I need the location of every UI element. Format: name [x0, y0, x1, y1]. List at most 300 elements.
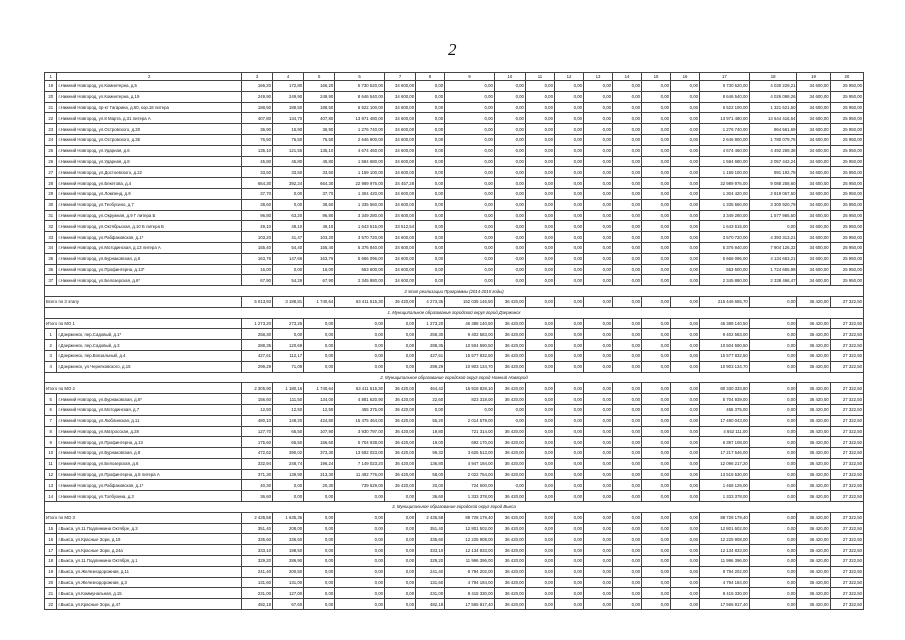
table-cell: 16,00	[304, 264, 335, 275]
table-cell: г.Нижний Новгород, ул.Бурнаковская, д.6	[57, 253, 242, 264]
total-cell: 0,00	[749, 296, 797, 307]
table-cell: 0,00	[583, 275, 612, 286]
table-cell: 991 192,78	[749, 167, 797, 178]
table-cell: 0,00	[642, 340, 671, 351]
table-row	[45, 275, 864, 286]
table-cell: 0,00	[554, 167, 583, 178]
table-cell: 248,74	[273, 458, 304, 469]
table-cell: 0,00	[554, 232, 583, 243]
table-cell: 33,50	[273, 167, 304, 178]
table-cell: 0,00	[671, 534, 700, 545]
table-row	[45, 469, 864, 480]
table-cell: 0,00	[304, 566, 335, 577]
table-cell: 0,00	[494, 178, 525, 189]
total-cell: 46 388 140,50	[700, 318, 750, 329]
table-cell: 27 322,50	[830, 577, 863, 588]
table-cell: 0,00	[613, 350, 642, 361]
table-cell: 36 420,00	[494, 469, 525, 480]
table-row	[45, 350, 864, 361]
table-cell: 175,60	[241, 437, 272, 448]
table-cell: 0,00	[583, 534, 612, 545]
table-cell: 2 345 880,00	[335, 275, 385, 286]
table-cell: 15,90	[273, 124, 304, 135]
table-cell: 0,00	[749, 556, 797, 567]
table-cell: 0,00	[671, 523, 700, 534]
resettlement-program-table	[44, 72, 864, 610]
table-cell: 0,00	[554, 415, 583, 426]
table-cell: 3 625 513,00	[445, 448, 495, 459]
table-cell: 12	[45, 469, 57, 480]
table-cell: 336,60	[273, 534, 304, 545]
table-cell: 0,00	[583, 232, 612, 243]
table-cell: 34 457,28	[385, 178, 416, 189]
total-cell: 152 035 146,50	[445, 296, 495, 307]
table-cell: г.Нижний Новгород, ул.Островского, д.35	[57, 134, 242, 145]
column-number: 17	[700, 73, 750, 81]
table-cell: 8 794 202,00	[700, 566, 750, 577]
table-cell: 1 468 129,00	[700, 480, 750, 491]
table-cell: 0,00	[525, 102, 554, 113]
table-cell: 0,00	[385, 491, 416, 502]
table-cell: г.Нижний Новгород, ул.Профинтерна, д.13	[57, 437, 242, 448]
table-cell: 0,00	[554, 566, 583, 577]
page-number: 2	[448, 40, 457, 59]
table-cell: 0,00	[525, 545, 554, 556]
total-cell: 215 446 655,70	[700, 296, 750, 307]
table-cell: 4 794 184,00	[700, 577, 750, 588]
table-cell: 0,00	[613, 523, 642, 534]
table-cell: 329,20	[416, 556, 445, 567]
table-cell: 6 522 100,00	[335, 102, 385, 113]
table-cell: 8 415 330,00	[445, 588, 495, 599]
table-cell: 0,00	[749, 350, 797, 361]
table-cell: г.Нижний Новгород, ул.Ударная, д.6	[57, 145, 242, 156]
total-cell: Итого по МО 3	[45, 512, 242, 523]
table-cell: 0,00	[554, 199, 583, 210]
total-cell: 0,00	[642, 512, 671, 523]
total-cell: 80 330 333,80	[700, 383, 750, 394]
total-cell: 0,00	[671, 383, 700, 394]
table-cell: 0,00	[642, 102, 671, 113]
total-cell: 0,00	[583, 383, 612, 394]
section-title: 3 этап реализации Программы (2014-2015 годы)	[45, 286, 864, 297]
table-cell: 36 420,00	[797, 599, 830, 610]
table-cell: 0,00	[583, 491, 612, 502]
table-cell: 34 600,00	[797, 102, 830, 113]
table-cell: 0,00	[642, 134, 671, 145]
table-cell: 0,00	[583, 361, 612, 372]
table-cell: 0,00	[416, 102, 445, 113]
table-cell: 13 592 023,00	[335, 448, 385, 459]
table-cell: 0,00	[494, 102, 525, 113]
table-cell: 0,00	[416, 145, 445, 156]
table-cell: 34 600,00	[797, 178, 830, 189]
table-cell: 25 950,00	[830, 221, 863, 232]
table-cell: 0,00	[335, 340, 385, 351]
table-cell: г.Выкса, ул.Железнодорожная, д.3	[57, 577, 242, 588]
table-cell: 0,00	[749, 394, 797, 405]
table-cell: 472,62	[241, 448, 272, 459]
table-cell: 0,00	[749, 426, 797, 437]
table-cell: 0,00	[613, 415, 642, 426]
table-cell: 19,00	[416, 437, 445, 448]
table-cell: 0,00	[613, 329, 642, 340]
table-cell: 424,80	[304, 415, 335, 426]
table-cell: 0,00	[445, 210, 495, 221]
table-cell: 0,00	[385, 361, 416, 372]
table-cell: 0,00	[273, 480, 304, 491]
table-cell: 721 314,00	[445, 426, 495, 437]
table-cell: 0,00	[416, 210, 445, 221]
table-cell: 0,00	[749, 523, 797, 534]
table-cell: 36 420,00	[797, 361, 830, 372]
table-cell: 76,50	[304, 134, 335, 145]
table-cell: 0,00	[335, 588, 385, 599]
table-cell: 0,00	[671, 145, 700, 156]
column-number: 6	[335, 73, 385, 81]
table-cell: 34 600,00	[797, 124, 830, 135]
table-cell: 0,00	[583, 145, 612, 156]
table-cell: 34 600,00	[797, 210, 830, 221]
table-cell: 0,00	[642, 329, 671, 340]
table-cell: 0,00	[554, 480, 583, 491]
table-cell: 0,00	[613, 577, 642, 588]
mo3-total-row	[45, 512, 864, 523]
table-row	[45, 329, 864, 340]
table-cell: 0,00	[525, 253, 554, 264]
table-cell: 131,60	[416, 577, 445, 588]
table-cell: 27 322,50	[830, 566, 863, 577]
stage-header-row	[45, 286, 864, 297]
table-cell: 34 600,00	[385, 81, 416, 92]
table-cell: 0,00	[525, 81, 554, 92]
table-cell: 0,00	[613, 340, 642, 351]
table-cell: 27	[45, 167, 57, 178]
table-cell: 0,00	[583, 91, 612, 102]
table-cell: 0,00	[525, 145, 554, 156]
total-cell: 46 388 140,50	[445, 318, 495, 329]
total-cell: 88 728 179,40	[700, 512, 750, 523]
table-cell: 36 420,00	[494, 437, 525, 448]
table-cell: 36 420,00	[494, 599, 525, 610]
table-cell: 0,00	[525, 361, 554, 372]
table-cell: 0,00	[671, 588, 700, 599]
total-cell: 0,00	[385, 318, 416, 329]
total-cell: Всего по 3 этапу	[45, 296, 242, 307]
total-cell: 36 420,00	[797, 383, 830, 394]
table-cell: 22	[45, 113, 57, 124]
total-cell: 0,00	[554, 383, 583, 394]
table-cell: 0,00	[642, 199, 671, 210]
table-cell: 0,00	[671, 458, 700, 469]
table-cell: 34 600,00	[797, 81, 830, 92]
table-cell: 0,00	[613, 102, 642, 113]
total-cell: 63 411 515,30	[335, 383, 385, 394]
table-cell: 27 322,50	[830, 329, 863, 340]
table-cell: 0,00	[494, 199, 525, 210]
table-cell: 664,30	[241, 178, 272, 189]
table-cell: г.Нижний Новгород, ул.Коминтерна, д.19	[57, 91, 242, 102]
table-cell: 21	[45, 102, 57, 113]
table-cell: 0,00	[494, 415, 525, 426]
table-cell: 188,50	[273, 102, 304, 113]
table-cell: 0,00	[304, 523, 335, 534]
table-cell: г.Нижний Новгород, ул.Октябрьская, д.10 Б литера Б	[57, 221, 242, 232]
total-cell: 36 420,00	[797, 318, 830, 329]
table-cell: 390,02	[273, 448, 304, 459]
table-cell: 4 134 653,21	[749, 253, 797, 264]
table-cell: 0,00	[335, 545, 385, 556]
table-cell: 0,00	[613, 361, 642, 372]
table-cell: 103,20	[241, 232, 272, 243]
column-number: 19	[797, 73, 830, 81]
table-cell: 0,00	[525, 134, 554, 145]
table-cell: 20,30	[304, 480, 335, 491]
table-cell: 0,00	[273, 188, 304, 199]
table-cell: 1 333 378,00	[445, 491, 495, 502]
table-cell: 25 950,00	[830, 124, 863, 135]
table-cell: 0,00	[583, 253, 612, 264]
table-cell: 288,35	[416, 340, 445, 351]
total-cell: 0,00	[304, 512, 335, 523]
table-cell: 36 420,00	[797, 404, 830, 415]
table-cell: 0,00	[385, 350, 416, 361]
table-cell: 0,00	[416, 113, 445, 124]
table-cell: 35	[45, 253, 57, 264]
table-cell: 0,00	[494, 167, 525, 178]
table-cell: 34 600,00	[385, 210, 416, 221]
table-cell: 34 600,00	[797, 242, 830, 253]
total-cell: 0,00	[613, 318, 642, 329]
table-cell: 111,50	[273, 394, 304, 405]
table-cell: 0,00	[671, 469, 700, 480]
table-cell: 0,00	[671, 156, 700, 167]
table-cell: 0,00	[613, 264, 642, 275]
table-cell: 231,00	[241, 588, 272, 599]
table-cell: 0,00	[494, 145, 525, 156]
table-cell: 0,00	[494, 188, 525, 199]
table-cell: 20	[45, 91, 57, 102]
table-cell: 5 666 096,00	[700, 253, 750, 264]
table-cell: 135,10	[304, 145, 335, 156]
table-cell: 0,00	[583, 102, 612, 113]
table-cell: 45,80	[273, 156, 304, 167]
total-cell: 36 420,00	[494, 512, 525, 523]
table-cell: 1 584 680,00	[335, 156, 385, 167]
table-cell: 5 730 520,00	[700, 81, 750, 92]
table-cell: 0,00	[671, 577, 700, 588]
table-cell: 0,00	[671, 361, 700, 372]
table-cell: 0,00	[416, 156, 445, 167]
table-row	[45, 545, 864, 556]
table-cell: 0,00	[671, 340, 700, 351]
table-cell: 0,00	[416, 221, 445, 232]
total-cell: 0,00	[671, 318, 700, 329]
table-cell: 0,00	[304, 556, 335, 567]
table-cell: 407,80	[241, 113, 272, 124]
table-cell: г.Нижний Новгород, ул.Бурнаковская, д.6*	[57, 394, 242, 405]
table-cell: г.Выкса, ул.Красные Зори, д.47	[57, 599, 242, 610]
table-row	[45, 167, 864, 178]
table-cell: 0,00	[613, 491, 642, 502]
table-cell: 0,00	[494, 404, 525, 415]
table-cell: 0,00	[749, 329, 797, 340]
table-cell: 14 644 416,54	[749, 113, 797, 124]
table-cell: 0,00	[554, 599, 583, 610]
table-cell: 0,00	[671, 437, 700, 448]
table-cell: 36 420,00	[494, 458, 525, 469]
table-cell: 25 950,00	[830, 242, 863, 253]
table-cell: 373,30	[304, 448, 335, 459]
table-cell: 25 950,00	[830, 210, 863, 221]
table-cell: 0,00	[304, 599, 335, 610]
table-cell: 11 996 396,00	[700, 556, 750, 567]
table-cell: 0,00	[494, 156, 525, 167]
table-cell: 1 335 560,00	[335, 199, 385, 210]
table-cell: 0,00	[445, 242, 495, 253]
table-cell: 14	[45, 491, 57, 502]
total-cell: 0,00	[749, 383, 797, 394]
table-cell: 0,00	[613, 588, 642, 599]
table-row	[45, 361, 864, 372]
table-cell: 0,00	[583, 340, 612, 351]
table-cell: 37,70	[241, 188, 272, 199]
table-cell: 8 794 202,00	[445, 566, 495, 577]
total-cell: 0,00	[385, 512, 416, 523]
table-cell: 0,00	[335, 350, 385, 361]
table-cell: 0,00	[749, 448, 797, 459]
table-cell: 0,00	[583, 523, 612, 534]
table-cell: 0,00	[583, 167, 612, 178]
table-cell: 127,70	[241, 426, 272, 437]
table-cell: 36 420,00	[797, 426, 830, 437]
table-cell: 0,00	[416, 275, 445, 286]
table-cell: 12 225 908,00	[445, 534, 495, 545]
table-cell: 96,80	[241, 210, 272, 221]
total-cell: 0,00	[335, 318, 385, 329]
table-cell: 0,00	[416, 199, 445, 210]
table-cell: 0,00	[525, 264, 554, 275]
table-cell: 0,00	[273, 329, 304, 340]
table-cell: 0,00	[583, 221, 612, 232]
table-cell: 427,61	[416, 350, 445, 361]
column-number: 3	[241, 73, 272, 81]
table-cell: 335,60	[416, 534, 445, 545]
table-cell: 0,00	[525, 469, 554, 480]
table-cell: 25 950,00	[830, 145, 863, 156]
table-cell: 34 600,00	[797, 167, 830, 178]
table-cell: 0,00	[273, 491, 304, 502]
table-cell: 0,00	[642, 556, 671, 567]
table-cell: 0,00	[554, 588, 583, 599]
table-cell: 0,00	[494, 275, 525, 286]
total-cell: 0,00	[671, 512, 700, 523]
table-cell: 1 724 655,98	[749, 264, 797, 275]
table-cell: 4 794 184,00	[445, 577, 495, 588]
table-cell: 166,20	[241, 81, 272, 92]
table-cell: 37,70	[304, 188, 335, 199]
table-cell: 0,00	[749, 469, 797, 480]
table-cell: 49,10	[273, 221, 304, 232]
table-cell: г.Нижний Новгород, ул.8 Марта, д.31 литера А	[57, 113, 242, 124]
table-cell: 27 322,50	[830, 415, 863, 426]
table-cell: 0,00	[304, 350, 335, 361]
table-cell: 0,00	[554, 91, 583, 102]
column-number: 1	[45, 73, 57, 81]
total-cell: 0,00	[583, 318, 612, 329]
table-cell: 249,90	[241, 91, 272, 102]
table-cell: 0,00	[494, 221, 525, 232]
table-cell: 188,50	[241, 102, 272, 113]
table-cell: 1 159 100,00	[700, 167, 750, 178]
total-cell: 0,00	[642, 296, 671, 307]
table-cell: 27 322,50	[830, 556, 863, 567]
table-cell: 34 600,00	[385, 102, 416, 113]
table-cell: 27 322,50	[830, 480, 863, 491]
table-cell: 103,20	[304, 232, 335, 243]
table-cell: 67,90	[304, 275, 335, 286]
table-cell: 0,00	[642, 156, 671, 167]
table-cell: 3 349 280,00	[335, 210, 385, 221]
total-cell: 36 420,00	[385, 383, 416, 394]
table-cell: 0,00	[445, 102, 495, 113]
table-cell: 0,00	[445, 167, 495, 178]
table-cell: 0,00	[642, 242, 671, 253]
table-cell: 0,00	[613, 113, 642, 124]
table-cell: 329,20	[241, 556, 272, 567]
total-cell: 3 188,81	[273, 296, 304, 307]
table-cell: г.Нижний Новгород, пр-кт Гагарина, д.60, кор.18 литера	[57, 102, 242, 113]
table-cell: 37	[45, 275, 57, 286]
total-cell: 1 180,16	[273, 383, 304, 394]
total-cell: 63 411 515,30	[335, 296, 385, 307]
total-cell: 36 420,00	[494, 383, 525, 394]
table-cell: 27 322,50	[830, 361, 863, 372]
table-cell: 0,00	[642, 188, 671, 199]
table-cell: 25 950,00	[830, 81, 863, 92]
table-cell: 96,80	[304, 210, 335, 221]
table-cell: 23	[45, 124, 57, 135]
total-cell: 36 420,00	[385, 296, 416, 307]
total-cell: 5 013,93	[241, 296, 272, 307]
table-cell: 0,00	[525, 188, 554, 199]
table-cell: 7 904 126,32	[749, 242, 797, 253]
table-cell: 131,60	[241, 577, 272, 588]
table-cell: 0,00	[554, 534, 583, 545]
table-cell: 4 030 229,21	[749, 81, 797, 92]
table-cell: 0,00	[671, 394, 700, 405]
table-cell: 12,50	[241, 404, 272, 415]
table-cell: 0,00	[554, 264, 583, 275]
table-cell: 55,20	[416, 415, 445, 426]
total-cell: Итого по МО 1	[45, 318, 242, 329]
table-cell: 0,00	[583, 113, 612, 124]
table-cell: 127,00	[273, 588, 304, 599]
table-cell: 1 276 740,00	[700, 124, 750, 135]
total-cell: 2 305,90	[241, 383, 272, 394]
total-cell: Итого по МО 2	[45, 383, 242, 394]
total-cell: 27 322,50	[830, 512, 863, 523]
table-cell: 0,00	[613, 81, 642, 92]
table-cell: 0,00	[642, 534, 671, 545]
table-cell: 0,00	[525, 350, 554, 361]
table-cell: 0,00	[554, 329, 583, 340]
table-cell: 0,00	[613, 275, 642, 286]
table-cell: 9 402 583,00	[700, 329, 750, 340]
table-cell: 1 321 521,50	[749, 102, 797, 113]
table-cell: 45,80	[304, 156, 335, 167]
table-cell: 20	[45, 577, 57, 588]
